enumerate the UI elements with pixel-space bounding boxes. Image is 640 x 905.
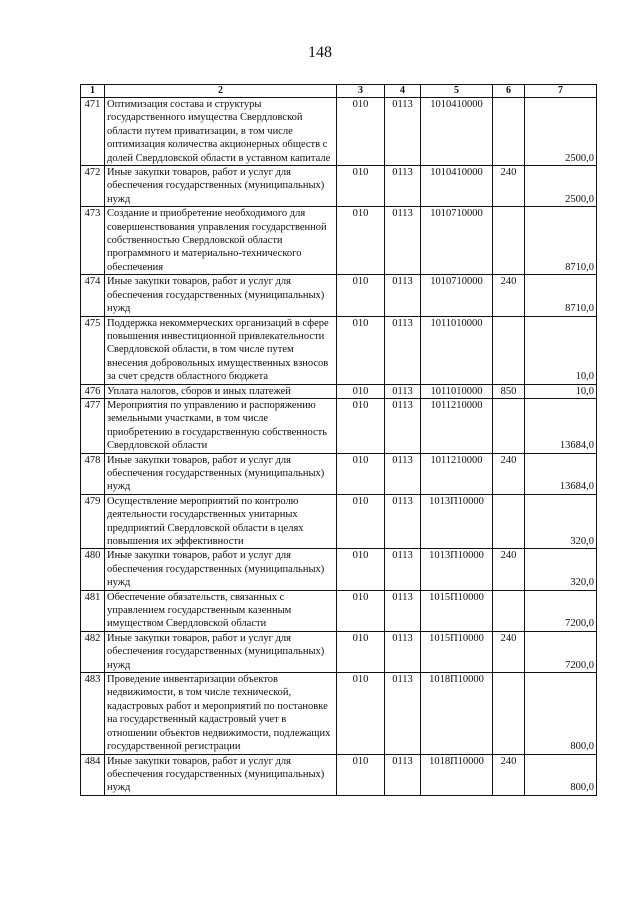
sum-cell: 7200,0 xyxy=(525,590,597,631)
sum-cell: 13684,0 xyxy=(525,398,597,453)
row-number-cell: 478 xyxy=(81,453,105,494)
target-article-cell: 1011010000 xyxy=(421,316,493,384)
subsection-code-cell: 0113 xyxy=(385,494,421,549)
row-number-cell: 471 xyxy=(81,98,105,166)
expense-type-cell: 240 xyxy=(493,275,525,316)
target-article-cell: 1018П10000 xyxy=(421,673,493,754)
section-code-cell: 010 xyxy=(337,453,385,494)
table-row xyxy=(81,590,597,631)
row-number-cell: 483 xyxy=(81,673,105,754)
expense-type-cell: 240 xyxy=(493,453,525,494)
subsection-code-cell: 0113 xyxy=(385,275,421,316)
table-row xyxy=(81,453,597,494)
expense-name-cell: Создание и приобретение необходимого для совершенствования управления государственной собственностью Свердловской области программного и материально-технического обеспечения xyxy=(105,207,337,275)
table-row xyxy=(81,494,597,549)
expense-name-cell: Обеспечение обязательств, связанных с управлением государственным казенным имуществом Свердловской области xyxy=(105,590,337,631)
section-code-cell: 010 xyxy=(337,673,385,754)
row-number-cell: 484 xyxy=(81,754,105,795)
subsection-code-cell: 0113 xyxy=(385,590,421,631)
expense-name-cell: Уплата налогов, сборов и иных платежей xyxy=(105,384,337,398)
table-row xyxy=(81,316,597,384)
row-number-cell: 479 xyxy=(81,494,105,549)
expense-type-cell xyxy=(493,590,525,631)
row-number-cell: 480 xyxy=(81,549,105,590)
budget-table xyxy=(80,84,597,796)
section-code-cell: 010 xyxy=(337,549,385,590)
table-row xyxy=(81,631,597,672)
target-article-cell: 1013П10000 xyxy=(421,549,493,590)
subsection-code-cell: 0113 xyxy=(385,166,421,207)
row-number-cell: 473 xyxy=(81,207,105,275)
expense-name-cell: Мероприятия по управлению и распоряжению земельными участками, в том числе приобретению в государственную собственность Свердловской области xyxy=(105,398,337,453)
expense-name-cell: Осуществление мероприятий по контролю деятельности государственных унитарных предприятий Свердловской области в целях повышения их эффективности xyxy=(105,494,337,549)
expense-name-cell: Иные закупки товаров, работ и услуг для обеспечения государственных (муниципальных) нужд xyxy=(105,754,337,795)
target-article-cell: 1018П10000 xyxy=(421,754,493,795)
expense-name-cell: Иные закупки товаров, работ и услуг для обеспечения государственных (муниципальных) нужд xyxy=(105,453,337,494)
subsection-code-cell: 0113 xyxy=(385,398,421,453)
expense-name-cell: Оптимизация состава и структуры государственного имущества Свердловской области путем приватизации, в том числе оптимизация количества акционерных обществ с долей Свердловской области в уставном капитале xyxy=(105,98,337,166)
section-code-cell: 010 xyxy=(337,384,385,398)
expense-type-cell: 240 xyxy=(493,631,525,672)
expense-name-cell: Иные закупки товаров, работ и услуг для обеспечения государственных (муниципальных) нужд xyxy=(105,275,337,316)
expense-type-cell xyxy=(493,673,525,754)
target-article-cell: 1010410000 xyxy=(421,166,493,207)
section-code-cell: 010 xyxy=(337,754,385,795)
sum-cell: 320,0 xyxy=(525,549,597,590)
row-number-cell: 475 xyxy=(81,316,105,384)
header-cell-1: 1 xyxy=(81,85,105,98)
subsection-code-cell: 0113 xyxy=(385,384,421,398)
sum-cell: 7200,0 xyxy=(525,631,597,672)
expense-type-cell xyxy=(493,494,525,549)
expense-type-cell xyxy=(493,98,525,166)
expense-name-cell: Иные закупки товаров, работ и услуг для обеспечения государственных (муниципальных) нужд xyxy=(105,549,337,590)
expense-type-cell: 240 xyxy=(493,549,525,590)
expense-type-cell: 240 xyxy=(493,754,525,795)
section-code-cell: 010 xyxy=(337,207,385,275)
row-number-cell: 474 xyxy=(81,275,105,316)
expense-name-cell: Иные закупки товаров, работ и услуг для обеспечения государственных (муниципальных) нужд xyxy=(105,166,337,207)
sum-cell: 2500,0 xyxy=(525,98,597,166)
subsection-code-cell: 0113 xyxy=(385,453,421,494)
target-article-cell: 1011010000 xyxy=(421,384,493,398)
table-row xyxy=(81,98,597,166)
sum-cell: 10,0 xyxy=(525,316,597,384)
expense-type-cell xyxy=(493,398,525,453)
section-code-cell: 010 xyxy=(337,494,385,549)
header-cell-4: 4 xyxy=(385,85,421,98)
row-number-cell: 482 xyxy=(81,631,105,672)
expense-name-cell: Проведение инвентаризации объектов недвижимости, в том числе технической, кадастровых работ и мероприятий по постановке на государственный кадастровый учет в отношении объектов недвижимости, подлежащих государственной регистрации xyxy=(105,673,337,754)
row-number-cell: 472 xyxy=(81,166,105,207)
section-code-cell: 010 xyxy=(337,590,385,631)
table-row xyxy=(81,398,597,453)
table-row xyxy=(81,754,597,795)
target-article-cell: 1010710000 xyxy=(421,275,493,316)
table-row xyxy=(81,207,597,275)
target-article-cell: 1015П10000 xyxy=(421,631,493,672)
sum-cell: 8710,0 xyxy=(525,207,597,275)
header-cell-5: 5 xyxy=(421,85,493,98)
header-cell-7: 7 xyxy=(525,85,597,98)
target-article-cell: 1010410000 xyxy=(421,98,493,166)
sum-cell: 800,0 xyxy=(525,754,597,795)
subsection-code-cell: 0113 xyxy=(385,207,421,275)
subsection-code-cell: 0113 xyxy=(385,631,421,672)
target-article-cell: 1011210000 xyxy=(421,398,493,453)
expense-type-cell xyxy=(493,316,525,384)
table-header-row xyxy=(81,85,597,98)
row-number-cell: 481 xyxy=(81,590,105,631)
sum-cell: 13684,0 xyxy=(525,453,597,494)
subsection-code-cell: 0113 xyxy=(385,549,421,590)
expense-type-cell: 850 xyxy=(493,384,525,398)
expense-type-cell xyxy=(493,207,525,275)
target-article-cell: 1011210000 xyxy=(421,453,493,494)
section-code-cell: 010 xyxy=(337,316,385,384)
table-row xyxy=(81,384,597,398)
page-number: 148 xyxy=(308,44,332,61)
target-article-cell: 1010710000 xyxy=(421,207,493,275)
table-row xyxy=(81,275,597,316)
table-row xyxy=(81,549,597,590)
subsection-code-cell: 0113 xyxy=(385,673,421,754)
section-code-cell: 010 xyxy=(337,275,385,316)
section-code-cell: 010 xyxy=(337,398,385,453)
table-row xyxy=(81,166,597,207)
subsection-code-cell: 0113 xyxy=(385,316,421,384)
header-cell-3: 3 xyxy=(337,85,385,98)
row-number-cell: 476 xyxy=(81,384,105,398)
target-article-cell: 1013П10000 xyxy=(421,494,493,549)
sum-cell: 320,0 xyxy=(525,494,597,549)
section-code-cell: 010 xyxy=(337,98,385,166)
sum-cell: 2500,0 xyxy=(525,166,597,207)
section-code-cell: 010 xyxy=(337,166,385,207)
expense-name-cell: Иные закупки товаров, работ и услуг для обеспечения государственных (муниципальных) нужд xyxy=(105,631,337,672)
header-cell-2: 2 xyxy=(105,85,337,98)
target-article-cell: 1015П10000 xyxy=(421,590,493,631)
subsection-code-cell: 0113 xyxy=(385,754,421,795)
sum-cell: 8710,0 xyxy=(525,275,597,316)
header-cell-6: 6 xyxy=(493,85,525,98)
expense-name-cell: Поддержка некоммерческих организаций в сфере повышения инвестиционной привлекательности Свердловской области, в том числе путем внесения добровольных имущественных взносов за счет средств областного бюджета xyxy=(105,316,337,384)
sum-cell: 10,0 xyxy=(525,384,597,398)
table-row xyxy=(81,673,597,754)
expense-type-cell: 240 xyxy=(493,166,525,207)
section-code-cell: 010 xyxy=(337,631,385,672)
subsection-code-cell: 0113 xyxy=(385,98,421,166)
sum-cell: 800,0 xyxy=(525,673,597,754)
row-number-cell: 477 xyxy=(81,398,105,453)
